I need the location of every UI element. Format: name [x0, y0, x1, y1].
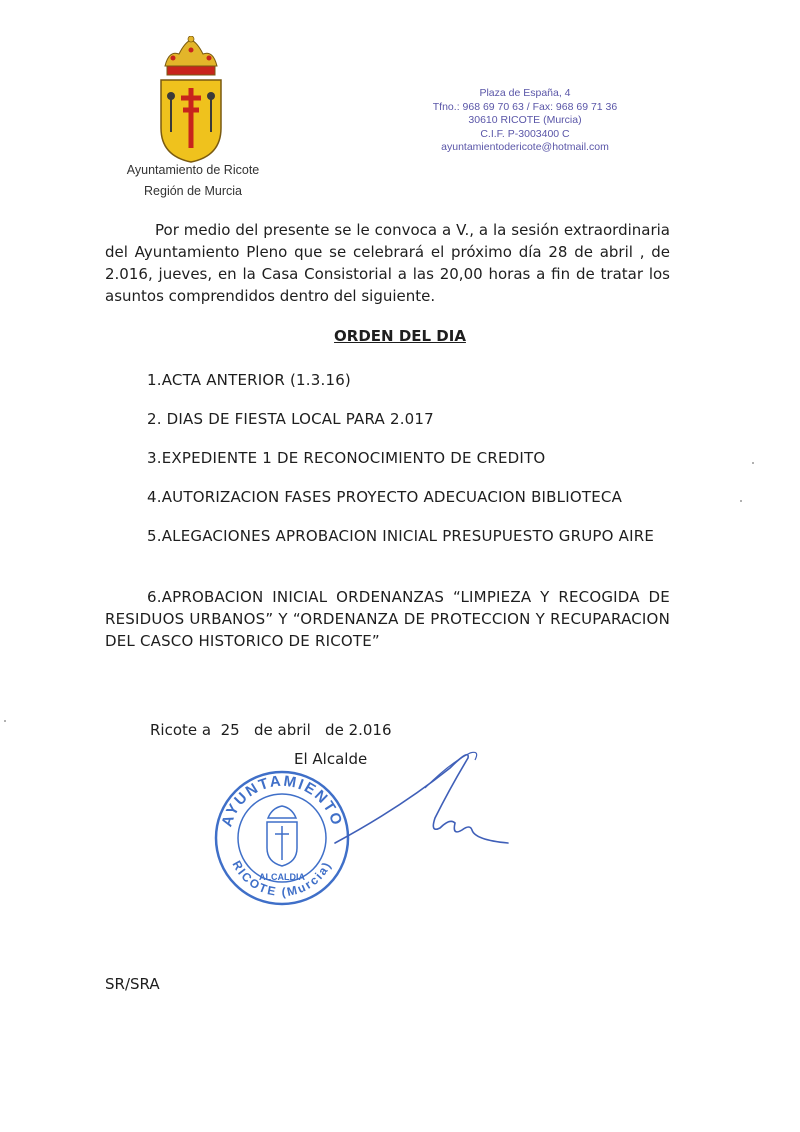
agenda-item: 1.ACTA ANTERIOR (1.3.16) — [147, 371, 351, 389]
agenda-item: 2. DIAS DE FIESTA LOCAL PARA 2.017 — [147, 410, 434, 428]
organization-name: Ayuntamiento de Ricote — [126, 163, 260, 177]
agenda-heading: ORDEN DEL DIA — [334, 327, 466, 345]
crown-icon — [165, 36, 217, 75]
scan-speck — [740, 500, 742, 502]
address-line: Plaza de España, 4 — [479, 87, 571, 99]
place-and-date: Ricote a 25 de abril de 2.016 — [150, 721, 392, 739]
email-line: ayuntamientodericote@hotmail.com — [441, 141, 609, 153]
stamp-crest-icon — [267, 806, 297, 866]
agenda-item: 6.APROBACION INICIAL ORDENANZAS “LIMPIEZA Y RECOGIDA DE RESIDUOS URBANOS” Y “ORDENANZA DE PROTECCION Y RECUPARACION DEL CASCO HISTORICO DE RICOTE” — [105, 588, 670, 650]
convocation-paragraph: Por medio del presente se le convoca a V., a la sesión extraordinaria del Ayuntamiento Pleno que se celebrará el próximo día 28 de abril , de 2.016, jueves, en la Casa Consistorial a las 20,00 horas a fin de tratar los asuntos comprendidos dentro del siguiente. — [105, 221, 670, 305]
agenda-item: 4.AUTORIZACION FASES PROYECTO ADECUACION BIBLIOTECA — [147, 488, 623, 506]
agenda-item: 5.ALEGACIONES APROBACION INICIAL PRESUPUESTO GRUPO AIRE — [147, 527, 655, 545]
letterhead-contact-block — [410, 87, 640, 155]
agenda-item: 3.EXPEDIENTE 1 DE RECONOCIMIENTO DE CREDITO — [147, 449, 546, 467]
city-line: 30610 RICOTE (Murcia) — [468, 114, 582, 126]
signatory-title: El Alcalde — [294, 750, 368, 768]
stamp-bottom-text: RICOTE (Murcia) — [229, 858, 335, 900]
phone-fax-line: Tfno.: 968 69 70 63 / Fax: 968 69 71 36 — [432, 100, 618, 113]
recipient-line: SR/SRA — [105, 975, 160, 993]
stamp-center-text: ALCALDIA — [259, 872, 305, 882]
cif-line: C.I.F. P-3003400 C — [480, 127, 570, 140]
svg-text:AYUNTAMIENTO — [218, 773, 345, 829]
scan-speck — [4, 720, 6, 722]
organization-region: Región de Murcia — [144, 184, 242, 198]
stamp-top-text: AYUNTAMIENTO — [218, 772, 346, 829]
letterhead-organization — [118, 160, 268, 202]
scan-speck — [752, 462, 754, 464]
coat-of-arms-icon — [150, 36, 232, 164]
handwritten-signature — [330, 748, 510, 868]
